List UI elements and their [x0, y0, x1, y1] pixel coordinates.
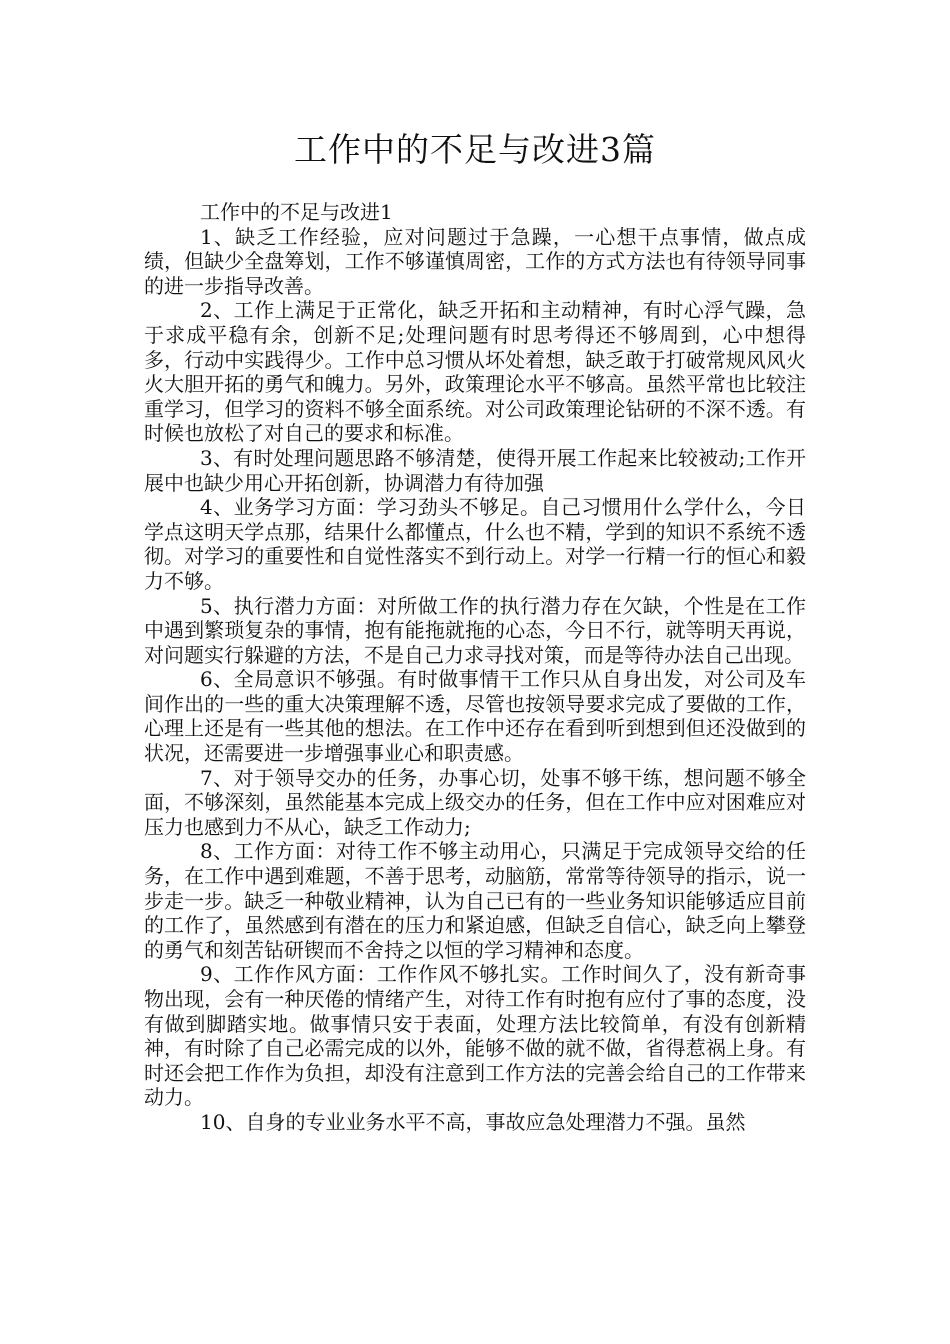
document-body — [144, 200, 806, 1135]
paragraph-5: 5、执行潜力方面：对所做工作的执行潜力存在欠缺，个性是在工作中遇到繁琐复杂的事情，抱有能拖就拖的心态，今日不行，就等明天再说，对问题实行躲避的方法，不是自己力求寻找对策，而是等待办法自己出现。 — [144, 593, 806, 667]
paragraph-7: 7、对于领导交办的任务，办事心切，处事不够干练，想问题不够全面，不够深刻，虽然能基本完成上级交办的任务，但在工作中应对困难应对压力也感到力不从心，缺乏工作动力; — [144, 765, 806, 839]
paragraph-8: 8、工作方面：对待工作不够主动用心，只满足于完成领导交给的任务，在工作中遇到难题，不善于思考，动脑筋，常常等待领导的指示，说一步走一步。缺乏一种敬业精神，认为自己已有的一些业务知识能够适应目前的工作了，虽然感到有潜在的压力和紧迫感，但缺乏自信心，缺乏向上攀登的勇气和刻苦钻研锲而不舍持之以恒的学习精神和态度。 — [144, 839, 806, 962]
paragraph-2: 2、工作上满足于正常化，缺乏开拓和主动精神，有时心浮气躁，急于求成平稳有余，创新不足;处理问题有时思考得还不够周到，心中想得多，行动中实践得少。工作中总习惯从坏处着想，缺乏敢于打破常规风风火火大胆开拓的勇气和魄力。另外，政策理论水平不够高。虽然平常也比较注重学习，但学习的资料不够全面系统。对公司政策理论钻研的不深不透。有时候也放松了对自己的要求和标准。 — [144, 298, 806, 446]
paragraph-3: 3、有时处理问题思路不够清楚，使得开展工作起来比较被动;工作开展中也缺少用心开拓创新，协调潜力有待加强 — [144, 445, 806, 495]
paragraph-10: 10、自身的专业业务水平不高，事故应急处理潜力不强。虽然 — [200, 1109, 746, 1134]
paragraph-4: 4、业务学习方面：学习劲头不够足。自己习惯用什么学什么，今日学点这明天学点那，结果什么都懂点，什么也不精，学到的知识不系统不透彻。对学习的重要性和自觉性落实不到行动上。对学一行精一行的恒心和毅力不够。 — [144, 495, 806, 593]
paragraph-9: 9、工作作风方面：工作作风不够扎实。工作时间久了，没有新奇事物出现，会有一种厌倦的情绪产生，对待工作有时抱有应付了事的态度，没有做到脚踏实地。做事情只安于表面，处理方法比较简单，有没有创新精神，有时除了自己必需完成的以外，能够不做的就不做，省得惹祸上身。有时还会把工作作为负担，却没有注意到工作方法的完善会给自己的工作带来动力。 — [144, 962, 806, 1110]
paragraph-6: 6、全局意识不够强。有时做事情干工作只从自身出发，对公司及车间作出的一些的重大决策理解不透，尽管也按领导要求完成了要做的工作，心理上还是有一些其他的想法。在工作中还存在看到听到想到但还没做到的状况，还需要进一步增强事业心和职责感。 — [144, 667, 806, 766]
document-title: 工作中的不足与改进3篇 — [294, 130, 656, 169]
section-heading: 工作中的不足与改进1 — [200, 200, 393, 224]
paragraph-1: 1、缺乏工作经验，应对问题过于急躁，一心想干点事情，做点成绩，但缺少全盘筹划，工作不够谨慎周密，工作的方式方法也有待领导同事的进一步指导改善。 — [144, 224, 806, 298]
